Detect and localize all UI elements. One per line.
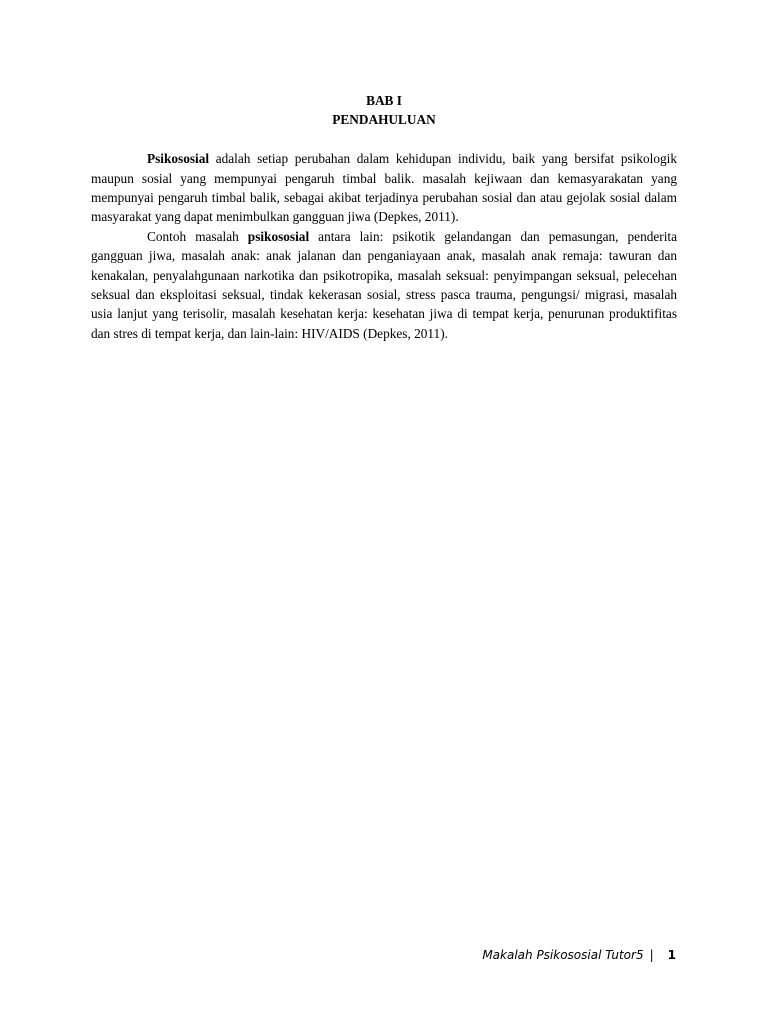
paragraph-definition-text: adalah setiap perubahan dalam kehidupan individu, baik yang bersifat psikologik maupun sosial yang mempunyai pengaruh timbal balik. masalah kejiwaan dan kemasyarakatan yang mempunyai pengaruh timbal balik, sebagai akibat terjadinya perubahan sosial dan atau gejolak sosial dalam masyarakat yang dapat menimbulkan gangguan jiwa (Depkes, 2011). xyxy=(91,151,677,225)
page-content xyxy=(91,91,677,343)
heading-spacer xyxy=(91,130,677,149)
chapter-number: BAB I xyxy=(366,93,402,108)
page-footer xyxy=(482,946,676,964)
page-number: 1 xyxy=(667,948,676,962)
paragraph-examples xyxy=(91,227,677,343)
term-psikososial: Psikososial xyxy=(147,151,210,167)
footer-title: Makalah Psikososial Tutor5 xyxy=(482,948,644,962)
paragraph-examples-lead: Contoh masalah xyxy=(147,228,248,244)
paragraph-examples-text: antara lain: psikotik gelandangan dan pemasungan, penderita gangguan jiwa, masalah anak: anak jalanan dan penganiayaan anak, masalah anak remaja: tawuran dan kenakalan, penyalahgunaan narkotika dan psikotropika, masalah seksual: penyimpangan seksual, pelecehan seksual dan eksploitasi seksual, tindak kekerasan sosial, stress pasca trauma, pengungsi/ migrasi, masalah usia lanjut yang terisolir, masalah kesehatan kerja: kesehatan jiwa di tempat kerja, penurunan produktifitas dan stres di tempat kerja, dan lain-lain: HIV/AIDS (Depkes, 2011). xyxy=(91,228,677,341)
term-psikososial-2: psikososial xyxy=(247,228,310,244)
paragraph-definition xyxy=(91,149,677,227)
chapter-title: PENDAHULUAN xyxy=(332,112,436,128)
footer-separator: | xyxy=(649,948,654,962)
